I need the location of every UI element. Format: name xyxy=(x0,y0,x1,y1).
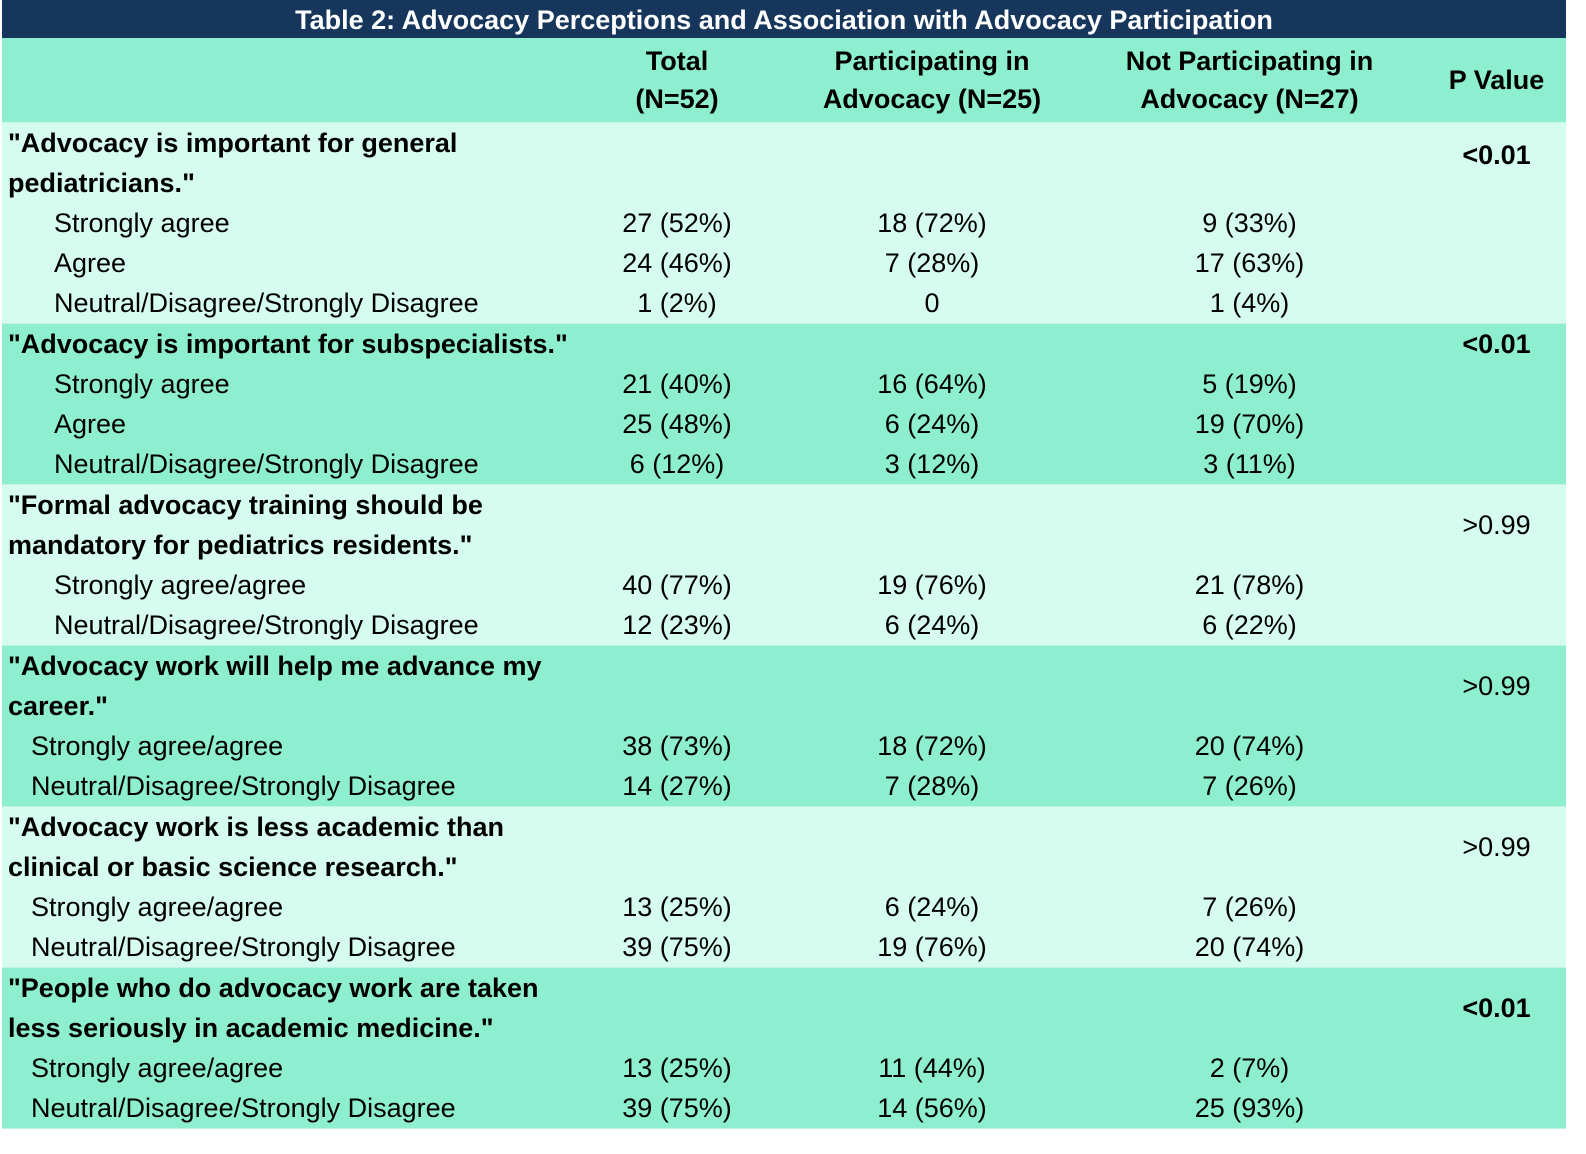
table-row xyxy=(2,364,1566,404)
row-label: Neutral/Disagree/Strongly Disagree xyxy=(31,932,456,962)
row-label: Neutral/Disagree/Strongly Disagree xyxy=(54,449,479,479)
question-row xyxy=(2,485,1566,565)
row-label: Agree xyxy=(54,409,127,439)
p-value: >0.99 xyxy=(1462,671,1531,701)
header-not-participating: Not Participating in Advocacy (N=27) xyxy=(1125,46,1374,114)
cell-participating: 19 (76%) xyxy=(877,570,987,600)
cell-not-participating: 1 (4%) xyxy=(1209,288,1290,318)
row-label: Agree xyxy=(54,248,127,278)
cell-participating: 19 (76%) xyxy=(877,932,987,962)
cell-not-participating: 2 (7%) xyxy=(1209,1053,1290,1083)
table-row xyxy=(2,243,1566,283)
cell-not-participating: 7 (26%) xyxy=(1202,771,1297,801)
cell-empty xyxy=(1427,726,1566,766)
row-label: Neutral/Disagree/Strongly Disagree xyxy=(54,610,479,640)
cell-empty xyxy=(1427,605,1566,645)
p-value: <0.01 xyxy=(1462,329,1531,359)
row-label: Neutral/Disagree/Strongly Disagree xyxy=(31,771,456,801)
table-row xyxy=(2,444,1566,484)
section-6 xyxy=(2,968,1566,1129)
p-value: <0.01 xyxy=(1462,140,1531,170)
cell-not-participating: 7 (26%) xyxy=(1202,892,1297,922)
question-text: "Advocacy is important for subspecialists." xyxy=(8,329,568,359)
row-label: Strongly agree xyxy=(54,208,230,238)
row-label: Neutral/Disagree/Strongly Disagree xyxy=(54,288,479,318)
cell-empty xyxy=(1427,565,1566,605)
cell-not-participating: 21 (78%) xyxy=(1194,570,1305,600)
table-row xyxy=(2,404,1566,444)
cell-empty xyxy=(1427,283,1566,323)
section-2 xyxy=(2,324,1566,485)
header-p-value: P Value xyxy=(1448,65,1545,95)
header-blank xyxy=(2,38,562,122)
cell-participating: 11 (44%) xyxy=(878,1053,986,1083)
row-label: Strongly agree xyxy=(54,369,230,399)
table-row xyxy=(2,565,1566,605)
question-row xyxy=(2,807,1566,887)
table-row xyxy=(2,927,1566,967)
table-row xyxy=(2,1048,1566,1088)
p-value: <0.01 xyxy=(1462,993,1531,1023)
question-text: "People who do advocacy work are taken less seriously in academic medicine." xyxy=(8,973,539,1043)
cell-empty xyxy=(1427,927,1566,967)
section-3 xyxy=(2,485,1566,646)
cell-participating: 18 (72%) xyxy=(877,208,987,238)
cell-total: 13 (25%) xyxy=(622,892,732,922)
question-text: "Advocacy is important for general pediatricians." xyxy=(8,128,458,198)
cell-empty xyxy=(1427,1088,1566,1128)
cell-total: 39 (75%) xyxy=(622,932,732,962)
question-row xyxy=(2,646,1566,726)
table-row xyxy=(2,203,1566,243)
cell-not-participating: 9 (33%) xyxy=(1202,208,1297,238)
section-5 xyxy=(2,807,1566,968)
cell-empty xyxy=(1427,887,1566,927)
cell-not-participating: 17 (63%) xyxy=(1194,248,1305,278)
p-value: >0.99 xyxy=(1462,510,1531,540)
question-text: "Formal advocacy training should be mandatory for pediatrics residents." xyxy=(8,490,483,560)
cell-total: 27 (52%) xyxy=(622,208,732,238)
cell-participating: 6 (24%) xyxy=(884,892,980,922)
cell-total: 39 (75%) xyxy=(622,1093,732,1123)
cell-participating: 6 (24%) xyxy=(884,610,980,640)
table-row xyxy=(2,1088,1566,1128)
cell-total: 38 (73%) xyxy=(622,731,732,761)
cell-empty xyxy=(1427,766,1566,806)
cell-participating: 14 (56%) xyxy=(877,1093,987,1123)
question-row xyxy=(2,324,1566,364)
question-text: "Advocacy work will help me advance my career." xyxy=(8,651,542,721)
cell-empty xyxy=(1427,243,1566,283)
table-row xyxy=(2,766,1566,806)
column-header-row xyxy=(2,38,1566,123)
cell-total: 13 (25%) xyxy=(622,1053,732,1083)
cell-empty xyxy=(1427,444,1566,484)
table-row xyxy=(2,605,1566,645)
section-1 xyxy=(2,123,1566,324)
section-4 xyxy=(2,646,1566,807)
row-label: Strongly agree/agree xyxy=(54,570,307,600)
header-total: Total (N=52) xyxy=(635,46,719,114)
table-body xyxy=(2,123,1566,1129)
row-label: Neutral/Disagree/Strongly Disagree xyxy=(31,1093,456,1123)
cell-participating: 0 xyxy=(924,288,940,318)
cell-total: 12 (23%) xyxy=(622,610,732,640)
cell-participating: 3 (12%) xyxy=(884,449,980,479)
cell-empty xyxy=(1427,203,1566,243)
cell-participating: 6 (24%) xyxy=(884,409,980,439)
cell-total: 14 (27%) xyxy=(622,771,732,801)
cell-participating: 18 (72%) xyxy=(877,731,987,761)
cell-not-participating: 5 (19%) xyxy=(1202,369,1297,399)
question-row xyxy=(2,968,1566,1048)
row-label: Strongly agree/agree xyxy=(31,731,284,761)
cell-total: 24 (46%) xyxy=(622,248,732,278)
row-label: Strongly agree/agree xyxy=(31,1053,284,1083)
cell-total: 21 (40%) xyxy=(622,369,732,399)
cell-total: 6 (12%) xyxy=(629,449,725,479)
advocacy-table xyxy=(2,0,1566,1154)
cell-participating: 16 (64%) xyxy=(877,369,987,399)
p-value: >0.99 xyxy=(1462,832,1531,862)
cell-not-participating: 20 (74%) xyxy=(1194,731,1305,761)
cell-total: 40 (77%) xyxy=(622,570,732,600)
cell-empty xyxy=(1427,404,1566,444)
cell-not-participating: 19 (70%) xyxy=(1194,409,1305,439)
cell-participating: 7 (28%) xyxy=(884,771,980,801)
cell-empty xyxy=(1427,1048,1566,1088)
cell-participating: 7 (28%) xyxy=(884,248,980,278)
cell-empty xyxy=(1427,364,1566,404)
header-participating: Participating in Advocacy (N=25) xyxy=(822,46,1042,114)
cell-not-participating: 3 (11%) xyxy=(1203,449,1296,479)
table-row xyxy=(2,726,1566,766)
cell-total: 1 (2%) xyxy=(637,288,717,318)
table-row xyxy=(2,283,1566,323)
question-row xyxy=(2,123,1566,203)
question-text: "Advocacy work is less academic than clinical or basic science research." xyxy=(8,812,505,882)
cell-not-participating: 25 (93%) xyxy=(1194,1093,1305,1123)
cell-not-participating: 6 (22%) xyxy=(1202,610,1297,640)
cell-total: 25 (48%) xyxy=(622,409,732,439)
row-label: Strongly agree/agree xyxy=(31,892,284,922)
table-row xyxy=(2,887,1566,927)
table-title: Table 2: Advocacy Perceptions and Association with Advocacy Participation xyxy=(2,0,1566,38)
cell-not-participating: 20 (74%) xyxy=(1194,932,1305,962)
